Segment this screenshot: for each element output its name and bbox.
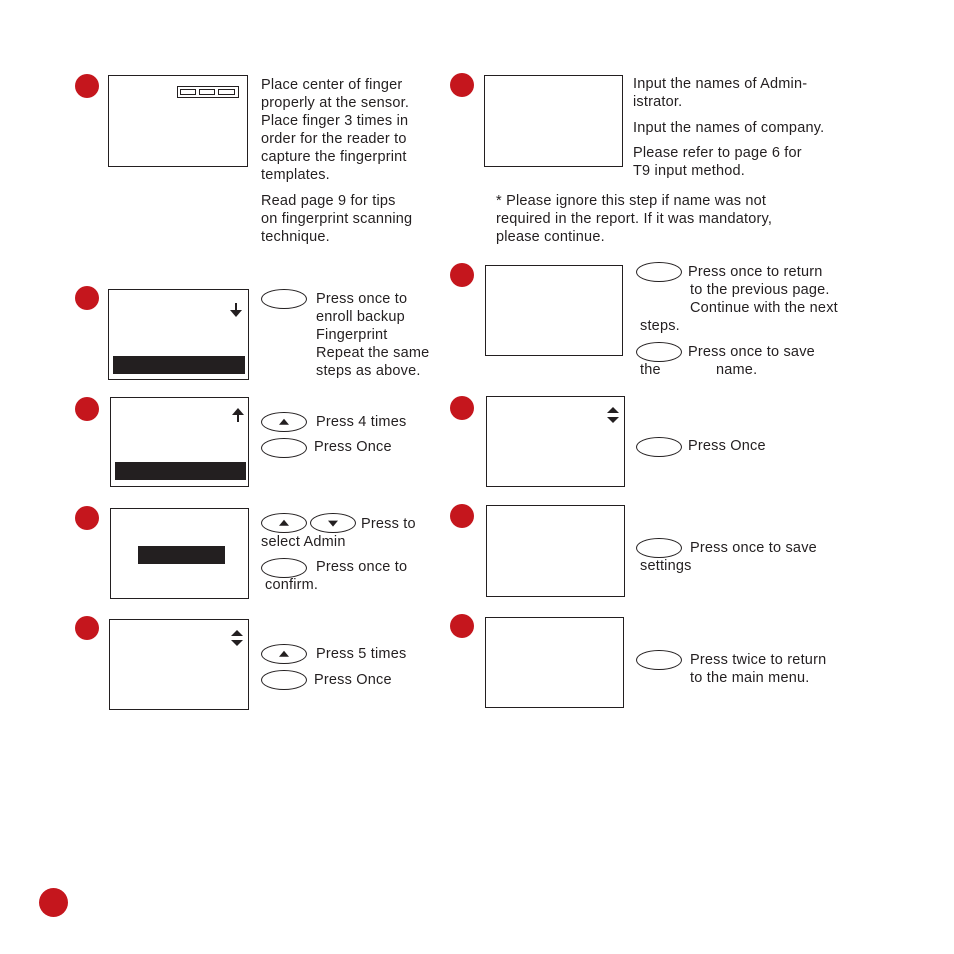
instruction-line: Continue with the next xyxy=(690,300,838,316)
instruction-line: Place center of finger xyxy=(261,77,403,93)
page-number-marker xyxy=(39,888,68,917)
instruction-line: the xyxy=(640,362,661,378)
instruction-line: Input the names of company. xyxy=(633,120,825,136)
back-button[interactable] xyxy=(636,262,682,282)
instruction-line: Press Once xyxy=(314,672,392,688)
instruction-line: Press once to xyxy=(316,291,408,307)
instruction-line: istrator. xyxy=(633,94,683,110)
ok-button[interactable] xyxy=(636,437,682,457)
tip-line: Read page 9 for tips xyxy=(261,193,396,209)
instruction-line: Press once to return xyxy=(688,264,823,280)
tip-line: technique. xyxy=(261,229,330,245)
instruction-line: capture the fingerprint xyxy=(261,149,407,165)
up-button[interactable] xyxy=(261,412,307,432)
up-down-arrow-icon xyxy=(230,629,244,647)
down-button[interactable] xyxy=(310,513,356,533)
instruction-line: properly at the sensor. xyxy=(261,95,410,111)
instruction-line: Press once to xyxy=(316,559,408,575)
selection-highlight xyxy=(113,356,245,374)
step-marker xyxy=(450,396,474,420)
lcd-screen-menu xyxy=(109,619,249,710)
ok-button[interactable] xyxy=(261,558,307,578)
ok-button[interactable] xyxy=(636,538,682,558)
instruction-line: steps as above. xyxy=(316,363,421,379)
step-marker xyxy=(75,506,99,530)
instruction-line: Press Once xyxy=(688,438,766,454)
ok-button[interactable] xyxy=(261,670,307,690)
instruction-line: Place finger 3 times in xyxy=(261,113,409,129)
instruction-line: Press 5 times xyxy=(316,646,407,662)
instruction-line: Repeat the same xyxy=(316,345,430,361)
instruction-line: confirm. xyxy=(265,577,319,593)
step-marker xyxy=(450,614,474,638)
instruction-line: order for the reader to xyxy=(261,131,407,147)
instruction-line: Press once to save xyxy=(690,540,817,556)
lcd-screen-save xyxy=(486,505,625,597)
down-arrow-icon xyxy=(229,302,243,318)
selection-highlight xyxy=(138,546,225,564)
up-arrow-icon xyxy=(231,407,245,423)
instruction-line: Input the names of Admin- xyxy=(633,76,808,92)
instruction-line: Press to xyxy=(361,516,416,532)
tip-line: on fingerprint scanning xyxy=(261,211,413,227)
lcd-screen-confirm xyxy=(485,265,623,356)
step-marker xyxy=(450,504,474,528)
ok-button[interactable] xyxy=(636,342,682,362)
instruction-line: Please refer to page 6 for xyxy=(633,145,802,161)
instruction-line: Press Once xyxy=(314,439,392,455)
note-line: please continue. xyxy=(496,229,605,245)
instruction-line: templates. xyxy=(261,167,330,183)
selection-highlight xyxy=(115,462,246,480)
lcd-screen-menu xyxy=(486,396,625,487)
lcd-screen-done xyxy=(485,617,624,708)
instruction-line: to the main menu. xyxy=(690,670,810,686)
lcd-screen-scan xyxy=(108,75,248,167)
step-marker xyxy=(75,286,99,310)
step-marker xyxy=(75,74,99,98)
up-down-arrow-icon xyxy=(606,406,620,424)
instruction-line: enroll backup xyxy=(316,309,405,325)
instruction-line: Press twice to return xyxy=(690,652,827,668)
lcd-screen-backup xyxy=(108,289,249,380)
up-button[interactable] xyxy=(261,644,307,664)
step-marker xyxy=(75,616,99,640)
lcd-screen-menu xyxy=(110,397,249,487)
lcd-screen-name-input xyxy=(484,75,623,167)
instruction-line: select Admin xyxy=(261,534,346,550)
instruction-line: steps. xyxy=(640,318,680,334)
ok-button[interactable] xyxy=(261,289,307,309)
step-marker xyxy=(450,73,474,97)
instruction-line: Fingerprint xyxy=(316,327,388,343)
back-button[interactable] xyxy=(636,650,682,670)
lcd-screen-select xyxy=(110,508,249,599)
ok-button[interactable] xyxy=(261,438,307,458)
instruction-line: settings xyxy=(640,558,692,574)
instruction-line: Press once to save xyxy=(688,344,815,360)
progress-indicator xyxy=(177,86,239,98)
instruction-line: Press 4 times xyxy=(316,414,407,430)
step-marker xyxy=(75,397,99,421)
instruction-line: to the previous page. xyxy=(690,282,830,298)
instruction-line: name. xyxy=(716,362,758,378)
up-button[interactable] xyxy=(261,513,307,533)
note-line: required in the report. If it was mandatory, xyxy=(496,211,773,227)
step-marker xyxy=(450,263,474,287)
note-line: * Please ignore this step if name was not xyxy=(496,193,767,209)
instruction-line: T9 input method. xyxy=(633,163,746,179)
